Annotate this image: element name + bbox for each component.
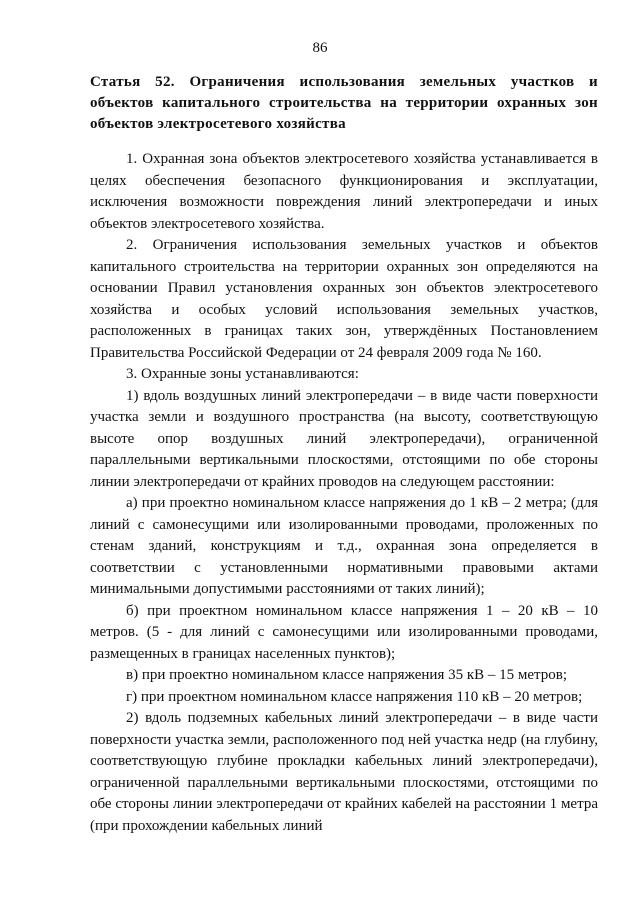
paragraph-2: 2. Ограничения использования земельных участков и объектов капитального строительства на территории охранных зон определяются на основании Правил установления охранных зон объектов электросетевого хозяйства и особых условий использования земельных участков, расположенных в границах таких зон, утверждённых Постановлением Правительства Российской Федерации от 24 февраля 2009 года № 160. bbox=[90, 237, 598, 361]
paragraph-3: 3. Охранные зоны устанавливаются: bbox=[126, 366, 359, 382]
page-number: 86 bbox=[312, 40, 328, 56]
paragraph-3-item-2: 2) вдоль подземных кабельных линий электропередачи – в виде части поверхности участка земли, расположенного под ней участка недр (на глубину, соответствующую глубине прокладки кабельных линий электропередачи), ограниченной параллельными вертикальными плоскостями, отстоящими по обе стороны линии электропередачи от крайних кабелей на расстоянии 1 метра (при прохождении кабельных линий bbox=[90, 710, 598, 834]
paragraph-3-item-1-g: г) при проектном номинальном классе напряжения 110 кВ – 20 метров; bbox=[126, 688, 583, 705]
article-title: Статья 52. Ограничения использования земельных участков и объектов капитального строительства на территории охранных зон объектов электросетевого хозяйства bbox=[90, 74, 598, 132]
paragraph-3-item-1: 1) вдоль воздушных линий электропередачи – в виде части поверхности участка земли и воздушного пространства (на высоту, соответствующую высоте опор воздушных линий электропередачи), ограниченной параллельными вертикальными плоскостями, отстоящими по обе стороны линии электропередачи от крайних проводов на следующем расстоянии: bbox=[90, 387, 598, 490]
paragraph-3-item-1-a: а) при проектно номинальном классе напряжения до 1 кВ – 2 метра; (для линий с самонесущими или изолированными проводами, проложенных по стенам зданий, конструкциям и т.д., охранная зона определяется в соответствии с установленными нормативными правовыми актами минимальными допустимыми расстояниями от таких линий); bbox=[90, 495, 598, 597]
paragraph-3-item-1-b: б) при проектном номинальном классе напряжения 1 – 20 кВ – 10 метров. (5 - для линий с самонесущими или изолированными проводами, размещенных в границах населенных пунктов); bbox=[90, 602, 598, 662]
paragraph-3-item-1-v: в) при проектно номинальном классе напряжения 35 кВ – 15 метров; bbox=[126, 667, 568, 683]
paragraph-1: 1. Охранная зона объектов электросетевого хозяйства устанавливается в целях обеспечения безопасного функционирования и эксплуатации, исключения возможности повреждения линий электропередачи и иных объектов электросетевого хозяйства. bbox=[90, 151, 598, 232]
article-body bbox=[90, 149, 598, 837]
